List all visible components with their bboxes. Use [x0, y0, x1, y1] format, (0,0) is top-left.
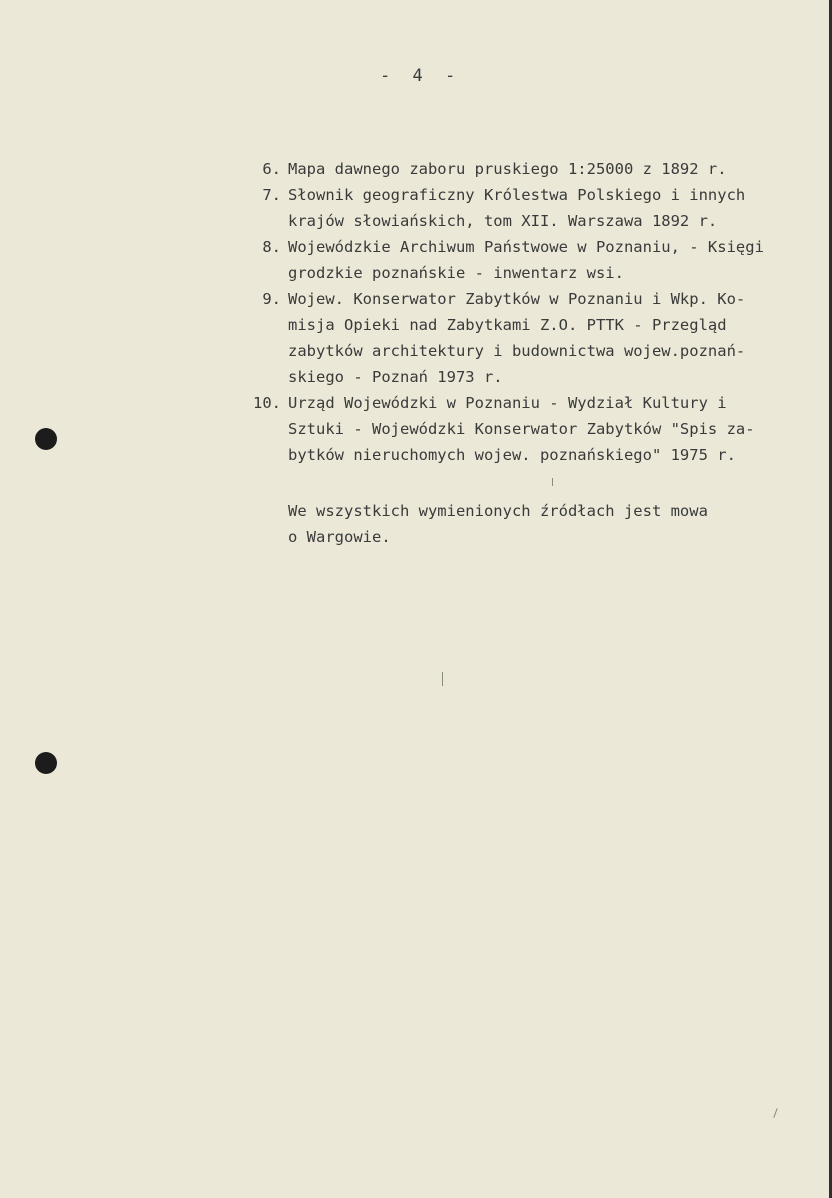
reference-number: 9.: [262, 290, 281, 308]
reference-line: skiego - Poznań 1973 r.: [288, 368, 503, 386]
reference-number: 6.: [262, 160, 281, 178]
reference-number: 10.: [253, 394, 281, 412]
reference-item: [245, 286, 805, 390]
reference-line: misja Opieki nad Zabytkami Z.O. PTTK - Przegląd: [288, 316, 727, 334]
reference-line: bytków nieruchomych wojew. poznańskiego" 1975 r.: [288, 446, 736, 464]
reference-number: 7.: [262, 186, 281, 204]
reference-number: 8.: [262, 238, 281, 256]
reference-line: krajów słowiańskich, tom XII. Warszawa 1892 r.: [288, 212, 718, 230]
closing-line: We wszystkich wymienionych źródłach jest mowa: [288, 502, 708, 520]
reference-line: Mapa dawnego zaboru pruskiego 1:25000 z 1892 r.: [288, 160, 727, 178]
reference-item: [245, 156, 805, 182]
punch-hole: [35, 752, 57, 774]
closing-line: o Wargowie.: [288, 528, 391, 546]
paper-speck: [442, 672, 443, 686]
reference-item: [245, 234, 805, 286]
reference-line: Sztuki - Wojewódzki Konserwator Zabytków "Spis za-: [288, 420, 755, 438]
reference-line: grodzkie poznańskie - inwentarz wsi.: [288, 264, 624, 282]
reference-item: [245, 182, 805, 234]
reference-list: [245, 156, 805, 468]
closing-paragraph: [288, 498, 808, 550]
paper-speck: [773, 1108, 777, 1118]
reference-line: Słownik geograficzny Królestwa Polskiego i innych: [288, 186, 746, 204]
reference-line: zabytków architektury i budownictwa wojew.poznań-: [288, 342, 746, 360]
reference-line: Wojew. Konserwator Zabytków w Poznaniu i Wkp. Ko-: [288, 290, 746, 308]
reference-line: Urząd Wojewódzki w Poznaniu - Wydział Kultury i: [288, 394, 727, 412]
reference-line: Wojewódzkie Archiwum Państwowe w Poznaniu, - Księgi: [288, 238, 764, 256]
reference-item: [245, 390, 805, 468]
punch-hole: [35, 428, 57, 450]
page-number: - 4 -: [380, 66, 462, 86]
paper-speck: [552, 478, 553, 486]
